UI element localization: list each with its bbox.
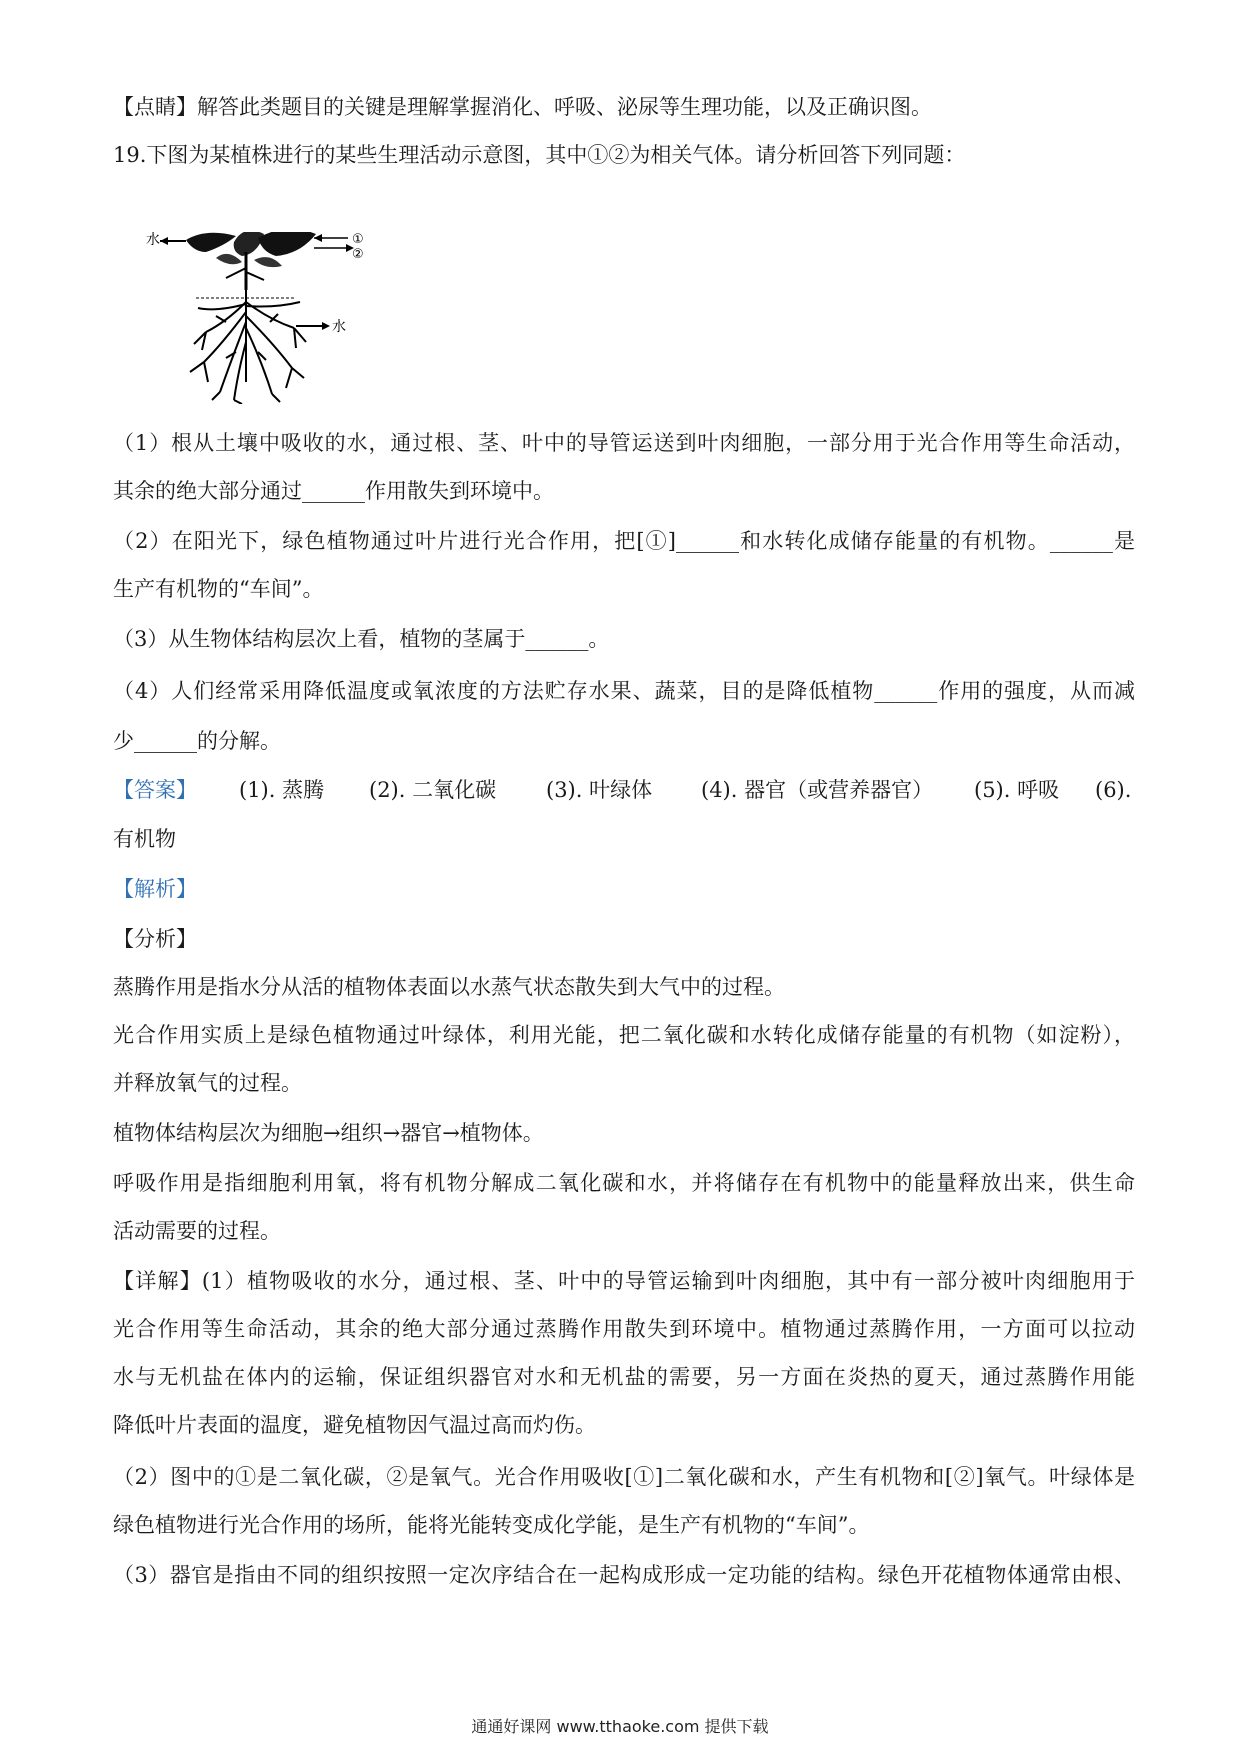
question-part-2-line-2: 生产有机物的“车间”。 (113, 577, 324, 601)
figure-roots (190, 290, 306, 404)
analysis-photosynthesis-line-1: 光合作用实质上是绿色植物通过叶绿体，利用光能，把二氧化碳和水转化成储存能量的有机物（如淀粉）， (113, 1023, 1135, 1047)
answer-item-6-text: 有机物 (113, 827, 176, 851)
analysis-transpiration: 蒸腾作用是指水分从活的植物体表面以水蒸气状态散失到大气中的过程。 (113, 975, 785, 999)
detail-line-6: 绿色植物进行光合作用的场所，能将光能转变成化学能，是生产有机物的“车间”。 (113, 1513, 870, 1537)
figure-leaf-left (186, 233, 236, 252)
plant-physiology-figure (146, 232, 376, 404)
answer-item-5: (5). 呼吸 (974, 778, 1060, 802)
question-part-1-line-2: 其余的绝大部分通过______作用散失到环境中。 (113, 479, 554, 503)
answer-item-3: (3). 叶绿体 (546, 778, 653, 802)
analysis-photosynthesis-line-2: 并释放氧气的过程。 (113, 1071, 302, 1095)
question-part-4-line-2: 少______的分解。 (113, 729, 281, 753)
figure-leaf-right (258, 232, 316, 256)
answer-row (113, 775, 1135, 805)
figure-water-right-label: 水 (332, 319, 346, 335)
answer-item-6-number: (6). (1095, 778, 1132, 802)
answer-item-1: (1). 蒸腾 (239, 778, 325, 802)
detail-line-4: 降低叶片表面的温度，避免植物因气温过高而灼伤。 (113, 1413, 596, 1437)
detail-line-5: （2）图中的①是二氧化碳，②是氧气。光合作用吸收[①]二氧化碳和水，产生有机物和[②]氧气。叶绿体是 (113, 1465, 1135, 1489)
figure-water-left-label: 水 (146, 232, 160, 248)
detail-line-3: 水与无机盐在体内的运输，保证组织器官对水和无机盐的需要，另一方面在炎热的夏天，通过蒸腾作用能 (113, 1365, 1135, 1389)
figure-gas1-label: ① (352, 232, 364, 247)
answer-item-4: (4). 器官（或营养器官） (701, 778, 934, 802)
question-part-2-line-1: （2）在阳光下，绿色植物通过叶片进行光合作用，把[①]______和水转化成储存能量的有机物。______是 (113, 529, 1135, 553)
detail-line-1: 【详解】(1）植物吸收的水分，通过根、茎、叶中的导管运输到叶肉细胞，其中有一部分被叶肉细胞用于 (113, 1269, 1135, 1293)
question-19-stem: 19.下图为某植株进行的某些生理活动示意图，其中①②为相关气体。请分析回答下列同题： (113, 143, 966, 167)
detail-line-7: （3）器官是指由不同的组织按照一定次序结合在一起构成形成一定功能的结构。绿色开花植物体通常由根、 (113, 1563, 1135, 1587)
question-part-3: （3）从生物体结构层次上看，植物的茎属于______。 (113, 627, 610, 651)
detail-line-2: 光合作用等生命活动，其余的绝大部分通过蒸腾作用散失到环境中。植物通过蒸腾作用，一方面可以拉动 (113, 1317, 1135, 1341)
analysis-heading: 【解析】 (113, 877, 197, 901)
question-part-4-line-1: （4）人们经常采用降低温度或氧浓度的方法贮存水果、蔬菜，目的是降低植物______作用的强度，从而减 (113, 679, 1135, 703)
question-part-1-line-1: （1）根从土壤中吸收的水，通过根、茎、叶中的导管运送到叶肉细胞，一部分用于光合作用等生命活动， (113, 431, 1135, 455)
page-footer: 通通好课网 www.tthaoke.com 提供下载 (471, 1717, 769, 1736)
figure-leaf-middle (234, 232, 264, 256)
analysis-structure-levels: 植物体结构层次为细胞→组织→器官→植物体。 (113, 1121, 544, 1145)
highlight-note: 【点睛】解答此类题目的关键是理解掌握消化、呼吸、泌尿等生理功能，以及正确识图。 (113, 95, 932, 119)
analysis-respiration-line-1: 呼吸作用是指细胞利用氧，将有机物分解成二氧化碳和水，并将储存在有机物中的能量释放出来，供生命 (113, 1171, 1135, 1195)
figure-gas2-label: ② (352, 247, 364, 262)
answer-item-2: (2). 二氧化碳 (369, 778, 497, 802)
answer-label: 【答案】 (113, 778, 197, 802)
analysis-subheading: 【分析】 (113, 927, 197, 951)
analysis-respiration-line-2: 活动需要的过程。 (113, 1219, 281, 1243)
